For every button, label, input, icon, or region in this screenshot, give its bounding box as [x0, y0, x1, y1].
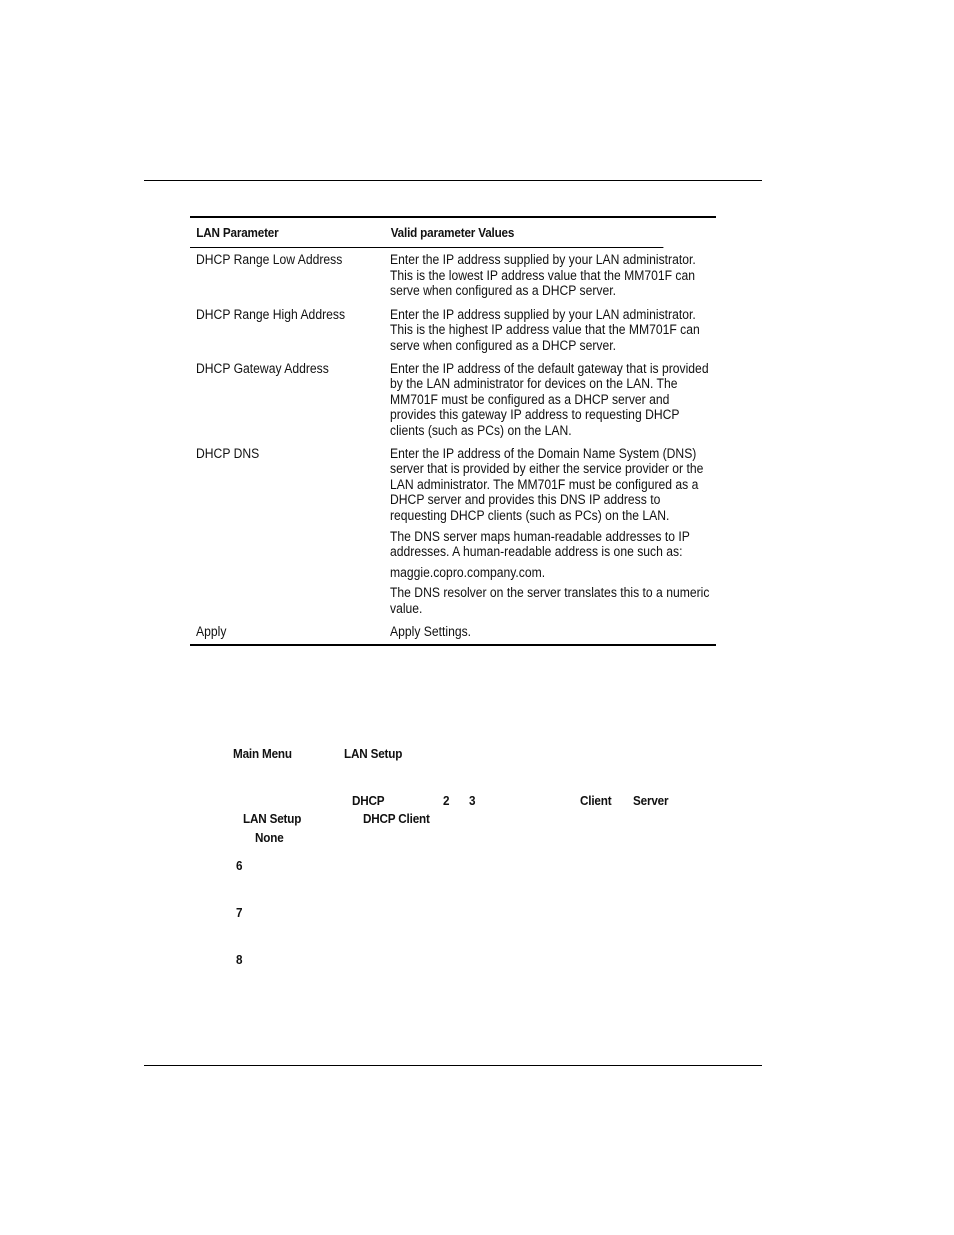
- value-line: Enter the IP address supplied by your LAN administrator.: [390, 306, 696, 322]
- main-menu-label: Main Menu: [233, 746, 292, 761]
- value-line: clients (such as PCs) on the LAN.: [390, 422, 572, 438]
- table-row: [190, 446, 716, 617]
- header-lan-parameter: LAN Parameter: [196, 225, 279, 240]
- value-line: Enter the IP address of the Domain Name System (DNS): [390, 445, 697, 461]
- value-line: value.: [390, 600, 423, 616]
- value-line: serve when configured as a DHCP server.: [390, 337, 617, 353]
- value-line: maggie.copro.company.com.: [390, 564, 546, 580]
- param-name: DHCP Gateway Address: [196, 360, 329, 376]
- dhcp-label: DHCP: [352, 793, 385, 808]
- table-row: [190, 361, 716, 439]
- table-row: [190, 624, 716, 640]
- value-line: serve when configured as a DHCP server.: [390, 283, 617, 299]
- value-line: Enter the IP address supplied by your LAN administrator.: [390, 252, 696, 267]
- header-rule: [144, 180, 762, 181]
- step-7-number: 7: [236, 905, 243, 920]
- param-name: DHCP Range Low Address: [196, 252, 343, 267]
- value-line: provides this gateway IP address to requesting DHCP: [390, 407, 680, 423]
- value-line: The DNS resolver on the server translates this to a numeric: [390, 585, 710, 601]
- lan-setup-label: LAN Setup: [344, 746, 403, 761]
- option-3-label: 3: [469, 793, 476, 808]
- value-line: LAN administrator. The MM701F must be configured as a: [390, 476, 699, 492]
- option-2-label: 2: [443, 793, 450, 808]
- dhcp-client-label: DHCP Client: [363, 811, 430, 826]
- value-line: addresses. A human-readable address is one such as:: [390, 544, 683, 560]
- server-label: Server: [633, 793, 669, 808]
- table-row: [190, 252, 716, 299]
- param-name: Apply: [196, 624, 227, 640]
- lan-parameter-table: [190, 216, 716, 646]
- none-label: None: [255, 830, 284, 845]
- step-6-number: 6: [236, 858, 243, 873]
- param-name: DHCP Range High Address: [196, 306, 346, 322]
- step-8-number: 8: [236, 952, 243, 967]
- footer-rule: [144, 1065, 762, 1066]
- value-line: MM701F must be configured as a DHCP server and: [390, 391, 670, 407]
- value-line: server that is provided by either the service provider or the: [390, 461, 704, 477]
- value-line: Enter the IP address of the default gateway that is provided: [390, 360, 709, 376]
- value-line: The DNS server maps human-readable addresses to IP: [390, 528, 690, 544]
- lan-setup-label: LAN Setup: [243, 811, 302, 826]
- value-line: by the LAN administrator for devices on the LAN. The: [390, 376, 678, 392]
- table-row: [190, 307, 716, 354]
- value-line: Apply Settings.: [390, 624, 472, 640]
- value-line: requesting DHCP clients (such as PCs) on the LAN.: [390, 507, 670, 523]
- param-name: DHCP DNS: [196, 445, 260, 461]
- header-valid-values: Valid parameter Values: [390, 225, 515, 240]
- client-label: Client: [580, 793, 612, 808]
- value-line: DHCP server and provides this DNS IP address to: [390, 492, 661, 508]
- value-line: This is the lowest IP address value that the MM701F can: [390, 267, 696, 283]
- value-line: This is the highest IP address value that the MM701F can: [390, 322, 700, 338]
- table-header: [190, 218, 663, 248]
